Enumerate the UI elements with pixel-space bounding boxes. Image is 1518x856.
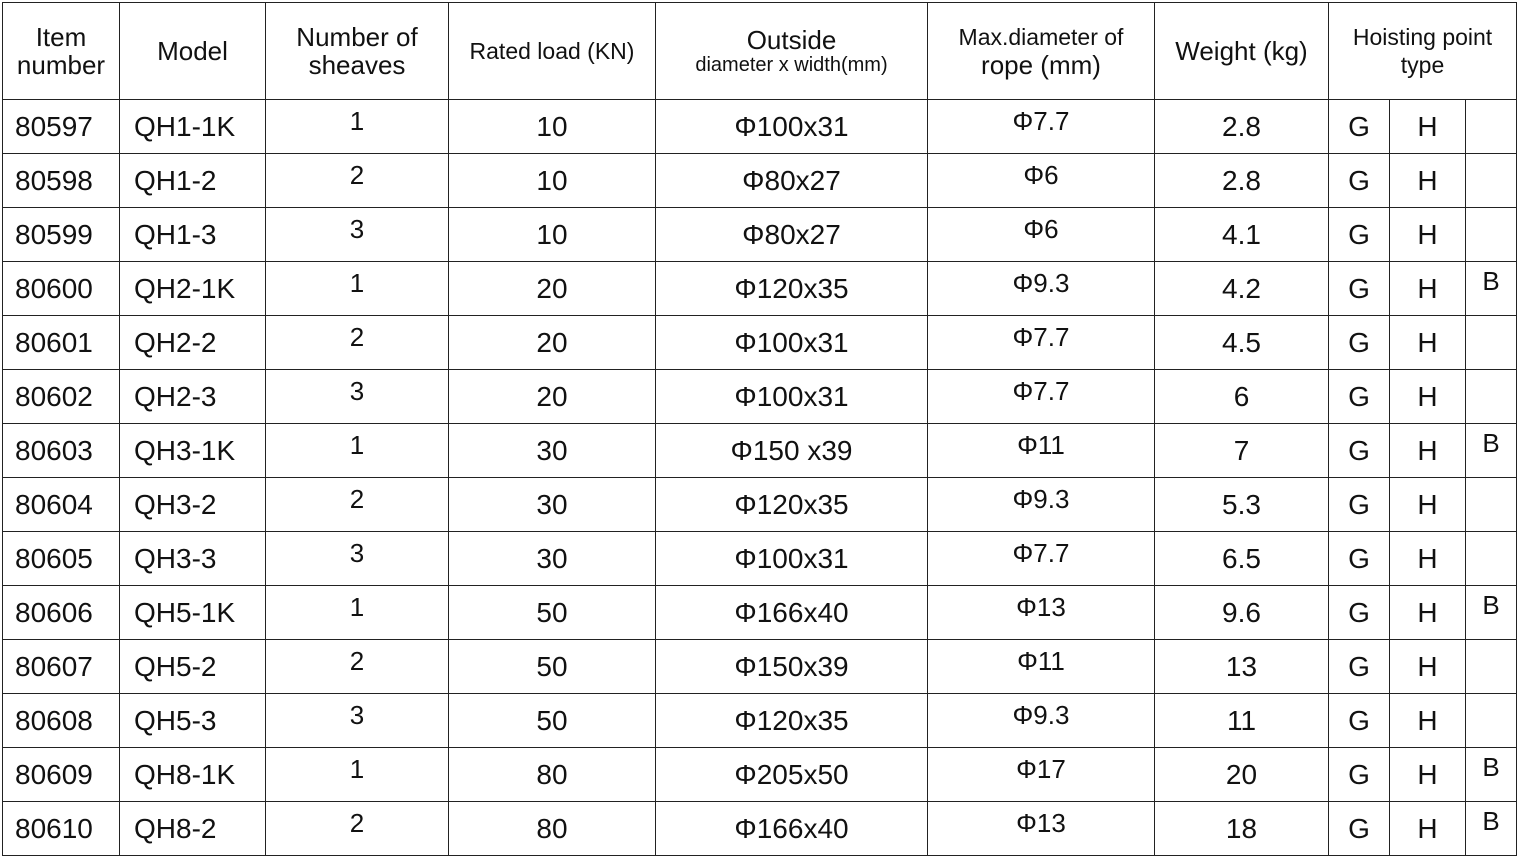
hoisting-type-b-cell: B bbox=[1466, 262, 1517, 316]
rope-diameter-cell: Φ11 bbox=[928, 424, 1155, 478]
rope-diameter-cell: Φ9.3 bbox=[928, 694, 1155, 748]
item-number-cell: 80609 bbox=[3, 748, 120, 802]
model-cell: QH1-2 bbox=[120, 154, 266, 208]
model-cell: QH2-3 bbox=[120, 370, 266, 424]
hoisting-type-h-cell: H bbox=[1390, 640, 1466, 694]
table-row bbox=[3, 100, 1517, 154]
item-number-cell: 80598 bbox=[3, 154, 120, 208]
item-number-cell: 80610 bbox=[3, 802, 120, 856]
hoisting-type-h-cell: H bbox=[1390, 100, 1466, 154]
hoisting-type-b-cell bbox=[1466, 154, 1517, 208]
rope-diameter-cell: Φ7.7 bbox=[928, 370, 1155, 424]
model-cell: QH5-2 bbox=[120, 640, 266, 694]
rope-diameter-cell: Φ9.3 bbox=[928, 262, 1155, 316]
model-cell: QH5-3 bbox=[120, 694, 266, 748]
table-row bbox=[3, 370, 1517, 424]
header-weight: Weight (kg) bbox=[1155, 3, 1329, 100]
rated-load-cell: 20 bbox=[449, 370, 656, 424]
hoisting-type-b-cell: B bbox=[1466, 424, 1517, 478]
sheaves-cell: 3 bbox=[266, 694, 449, 748]
item-number-cell: 80606 bbox=[3, 586, 120, 640]
sheaves-cell: 1 bbox=[266, 748, 449, 802]
hoisting-type-b-cell bbox=[1466, 694, 1517, 748]
hoisting-type-g-cell: G bbox=[1329, 694, 1390, 748]
item-number-cell: 80601 bbox=[3, 316, 120, 370]
sheaves-cell: 3 bbox=[266, 532, 449, 586]
model-cell: QH1-3 bbox=[120, 208, 266, 262]
outside-diameter-cell: Φ100x31 bbox=[656, 370, 928, 424]
outside-diameter-cell: Φ100x31 bbox=[656, 316, 928, 370]
table-body bbox=[3, 100, 1517, 856]
hoisting-type-b-cell bbox=[1466, 316, 1517, 370]
rated-load-cell: 50 bbox=[449, 694, 656, 748]
table-row bbox=[3, 208, 1517, 262]
table-row bbox=[3, 640, 1517, 694]
sheaves-cell: 1 bbox=[266, 424, 449, 478]
rope-diameter-cell: Φ7.7 bbox=[928, 316, 1155, 370]
rope-diameter-cell: Φ17 bbox=[928, 748, 1155, 802]
hoisting-type-g-cell: G bbox=[1329, 424, 1390, 478]
table-row bbox=[3, 316, 1517, 370]
outside-diameter-cell: Φ150 x39 bbox=[656, 424, 928, 478]
outside-diameter-cell: Φ150x39 bbox=[656, 640, 928, 694]
table-row bbox=[3, 532, 1517, 586]
model-cell: QH8-1K bbox=[120, 748, 266, 802]
hoisting-type-h-cell: H bbox=[1390, 262, 1466, 316]
sheaves-cell: 2 bbox=[266, 154, 449, 208]
hoisting-type-b-cell bbox=[1466, 532, 1517, 586]
hoisting-type-b-cell: B bbox=[1466, 748, 1517, 802]
outside-diameter-cell: Φ120x35 bbox=[656, 478, 928, 532]
weight-cell: 4.5 bbox=[1155, 316, 1329, 370]
header-model: Model bbox=[120, 3, 266, 100]
hoisting-type-h-cell: H bbox=[1390, 802, 1466, 856]
rope-diameter-cell: Φ6 bbox=[928, 154, 1155, 208]
weight-cell: 18 bbox=[1155, 802, 1329, 856]
hoisting-type-g-cell: G bbox=[1329, 640, 1390, 694]
hoisting-type-h-cell: H bbox=[1390, 154, 1466, 208]
rope-diameter-cell: Φ11 bbox=[928, 640, 1155, 694]
header-hoisting-point-type: Hoisting point type bbox=[1329, 3, 1517, 100]
outside-diameter-cell: Φ205x50 bbox=[656, 748, 928, 802]
sheaves-cell: 1 bbox=[266, 100, 449, 154]
rated-load-cell: 10 bbox=[449, 154, 656, 208]
rated-load-cell: 80 bbox=[449, 802, 656, 856]
outside-diameter-cell: Φ120x35 bbox=[656, 262, 928, 316]
weight-cell: 9.6 bbox=[1155, 586, 1329, 640]
hoisting-type-b-cell bbox=[1466, 640, 1517, 694]
hoisting-type-b-cell bbox=[1466, 478, 1517, 532]
model-cell: QH1-1K bbox=[120, 100, 266, 154]
model-cell: QH3-2 bbox=[120, 478, 266, 532]
item-number-cell: 80607 bbox=[3, 640, 120, 694]
outside-diameter-cell: Φ80x27 bbox=[656, 208, 928, 262]
table-row bbox=[3, 694, 1517, 748]
hoisting-type-b-cell bbox=[1466, 208, 1517, 262]
outside-diameter-cell: Φ166x40 bbox=[656, 586, 928, 640]
header-rope-diameter bbox=[928, 3, 1155, 100]
model-cell: QH2-2 bbox=[120, 316, 266, 370]
sheaves-cell: 1 bbox=[266, 586, 449, 640]
rope-diameter-cell: Φ13 bbox=[928, 802, 1155, 856]
header-outside-diameter bbox=[656, 3, 928, 100]
table-header bbox=[3, 3, 1517, 100]
hoisting-type-h-cell: H bbox=[1390, 316, 1466, 370]
header-sheaves: Number of sheaves bbox=[266, 3, 449, 100]
sheaves-cell: 2 bbox=[266, 316, 449, 370]
sheaves-cell: 3 bbox=[266, 208, 449, 262]
header-rope-line2: rope (mm) bbox=[981, 50, 1101, 80]
weight-cell: 7 bbox=[1155, 424, 1329, 478]
weight-cell: 11 bbox=[1155, 694, 1329, 748]
hoisting-type-g-cell: G bbox=[1329, 586, 1390, 640]
hoisting-type-g-cell: G bbox=[1329, 262, 1390, 316]
hoisting-type-b-cell: B bbox=[1466, 586, 1517, 640]
hoisting-type-g-cell: G bbox=[1329, 748, 1390, 802]
spec-table bbox=[2, 2, 1517, 856]
table-row bbox=[3, 262, 1517, 316]
item-number-cell: 80597 bbox=[3, 100, 120, 154]
weight-cell: 6 bbox=[1155, 370, 1329, 424]
rated-load-cell: 50 bbox=[449, 640, 656, 694]
rated-load-cell: 30 bbox=[449, 532, 656, 586]
model-cell: QH3-1K bbox=[120, 424, 266, 478]
header-outside-line2: diameter x width(mm) bbox=[695, 54, 888, 76]
model-cell: QH8-2 bbox=[120, 802, 266, 856]
item-number-cell: 80604 bbox=[3, 478, 120, 532]
weight-cell: 2.8 bbox=[1155, 154, 1329, 208]
table-row bbox=[3, 748, 1517, 802]
hoisting-type-g-cell: G bbox=[1329, 478, 1390, 532]
sheaves-cell: 3 bbox=[266, 370, 449, 424]
rope-diameter-cell: Φ6 bbox=[928, 208, 1155, 262]
sheaves-cell: 1 bbox=[266, 262, 449, 316]
hoisting-type-g-cell: G bbox=[1329, 100, 1390, 154]
hoisting-type-h-cell: H bbox=[1390, 478, 1466, 532]
hoisting-type-h-cell: H bbox=[1390, 748, 1466, 802]
weight-cell: 2.8 bbox=[1155, 100, 1329, 154]
rated-load-cell: 80 bbox=[449, 748, 656, 802]
hoisting-type-g-cell: G bbox=[1329, 154, 1390, 208]
hoisting-type-h-cell: H bbox=[1390, 532, 1466, 586]
item-number-cell: 80602 bbox=[3, 370, 120, 424]
rated-load-cell: 30 bbox=[449, 424, 656, 478]
header-rope-line1: Max.diameter of bbox=[958, 24, 1124, 50]
outside-diameter-cell: Φ100x31 bbox=[656, 100, 928, 154]
item-number-cell: 80608 bbox=[3, 694, 120, 748]
hoisting-type-g-cell: G bbox=[1329, 316, 1390, 370]
model-cell: QH3-3 bbox=[120, 532, 266, 586]
outside-diameter-cell: Φ120x35 bbox=[656, 694, 928, 748]
header-rated-load: Rated load (KN) bbox=[449, 3, 656, 100]
hoisting-type-h-cell: H bbox=[1390, 694, 1466, 748]
rated-load-cell: 30 bbox=[449, 478, 656, 532]
table-row bbox=[3, 586, 1517, 640]
rated-load-cell: 20 bbox=[449, 262, 656, 316]
hoisting-type-b-cell: B bbox=[1466, 802, 1517, 856]
table-row bbox=[3, 154, 1517, 208]
weight-cell: 5.3 bbox=[1155, 478, 1329, 532]
table-row bbox=[3, 802, 1517, 856]
hoisting-type-h-cell: H bbox=[1390, 370, 1466, 424]
header-item-number: Item number bbox=[3, 3, 120, 100]
header-outside-line1: Outside bbox=[746, 25, 837, 55]
model-cell: QH5-1K bbox=[120, 586, 266, 640]
outside-diameter-cell: Φ100x31 bbox=[656, 532, 928, 586]
item-number-cell: 80599 bbox=[3, 208, 120, 262]
hoisting-type-h-cell: H bbox=[1390, 208, 1466, 262]
item-number-cell: 80600 bbox=[3, 262, 120, 316]
outside-diameter-cell: Φ80x27 bbox=[656, 154, 928, 208]
rated-load-cell: 10 bbox=[449, 208, 656, 262]
hoisting-type-g-cell: G bbox=[1329, 208, 1390, 262]
rope-diameter-cell: Φ13 bbox=[928, 586, 1155, 640]
hoisting-type-g-cell: G bbox=[1329, 370, 1390, 424]
table-row bbox=[3, 478, 1517, 532]
weight-cell: 13 bbox=[1155, 640, 1329, 694]
rated-load-cell: 50 bbox=[449, 586, 656, 640]
rope-diameter-cell: Φ7.7 bbox=[928, 532, 1155, 586]
sheaves-cell: 2 bbox=[266, 640, 449, 694]
weight-cell: 20 bbox=[1155, 748, 1329, 802]
weight-cell: 4.2 bbox=[1155, 262, 1329, 316]
item-number-cell: 80603 bbox=[3, 424, 120, 478]
hoisting-type-b-cell bbox=[1466, 100, 1517, 154]
rated-load-cell: 20 bbox=[449, 316, 656, 370]
hoisting-type-g-cell: G bbox=[1329, 802, 1390, 856]
hoisting-type-g-cell: G bbox=[1329, 532, 1390, 586]
item-number-cell: 80605 bbox=[3, 532, 120, 586]
table-row bbox=[3, 424, 1517, 478]
rated-load-cell: 10 bbox=[449, 100, 656, 154]
weight-cell: 4.1 bbox=[1155, 208, 1329, 262]
hoisting-type-h-cell: H bbox=[1390, 424, 1466, 478]
hoisting-type-b-cell bbox=[1466, 370, 1517, 424]
outside-diameter-cell: Φ166x40 bbox=[656, 802, 928, 856]
weight-cell: 6.5 bbox=[1155, 532, 1329, 586]
rope-diameter-cell: Φ7.7 bbox=[928, 100, 1155, 154]
rope-diameter-cell: Φ9.3 bbox=[928, 478, 1155, 532]
hoisting-type-h-cell: H bbox=[1390, 586, 1466, 640]
sheaves-cell: 2 bbox=[266, 478, 449, 532]
sheaves-cell: 2 bbox=[266, 802, 449, 856]
model-cell: QH2-1K bbox=[120, 262, 266, 316]
